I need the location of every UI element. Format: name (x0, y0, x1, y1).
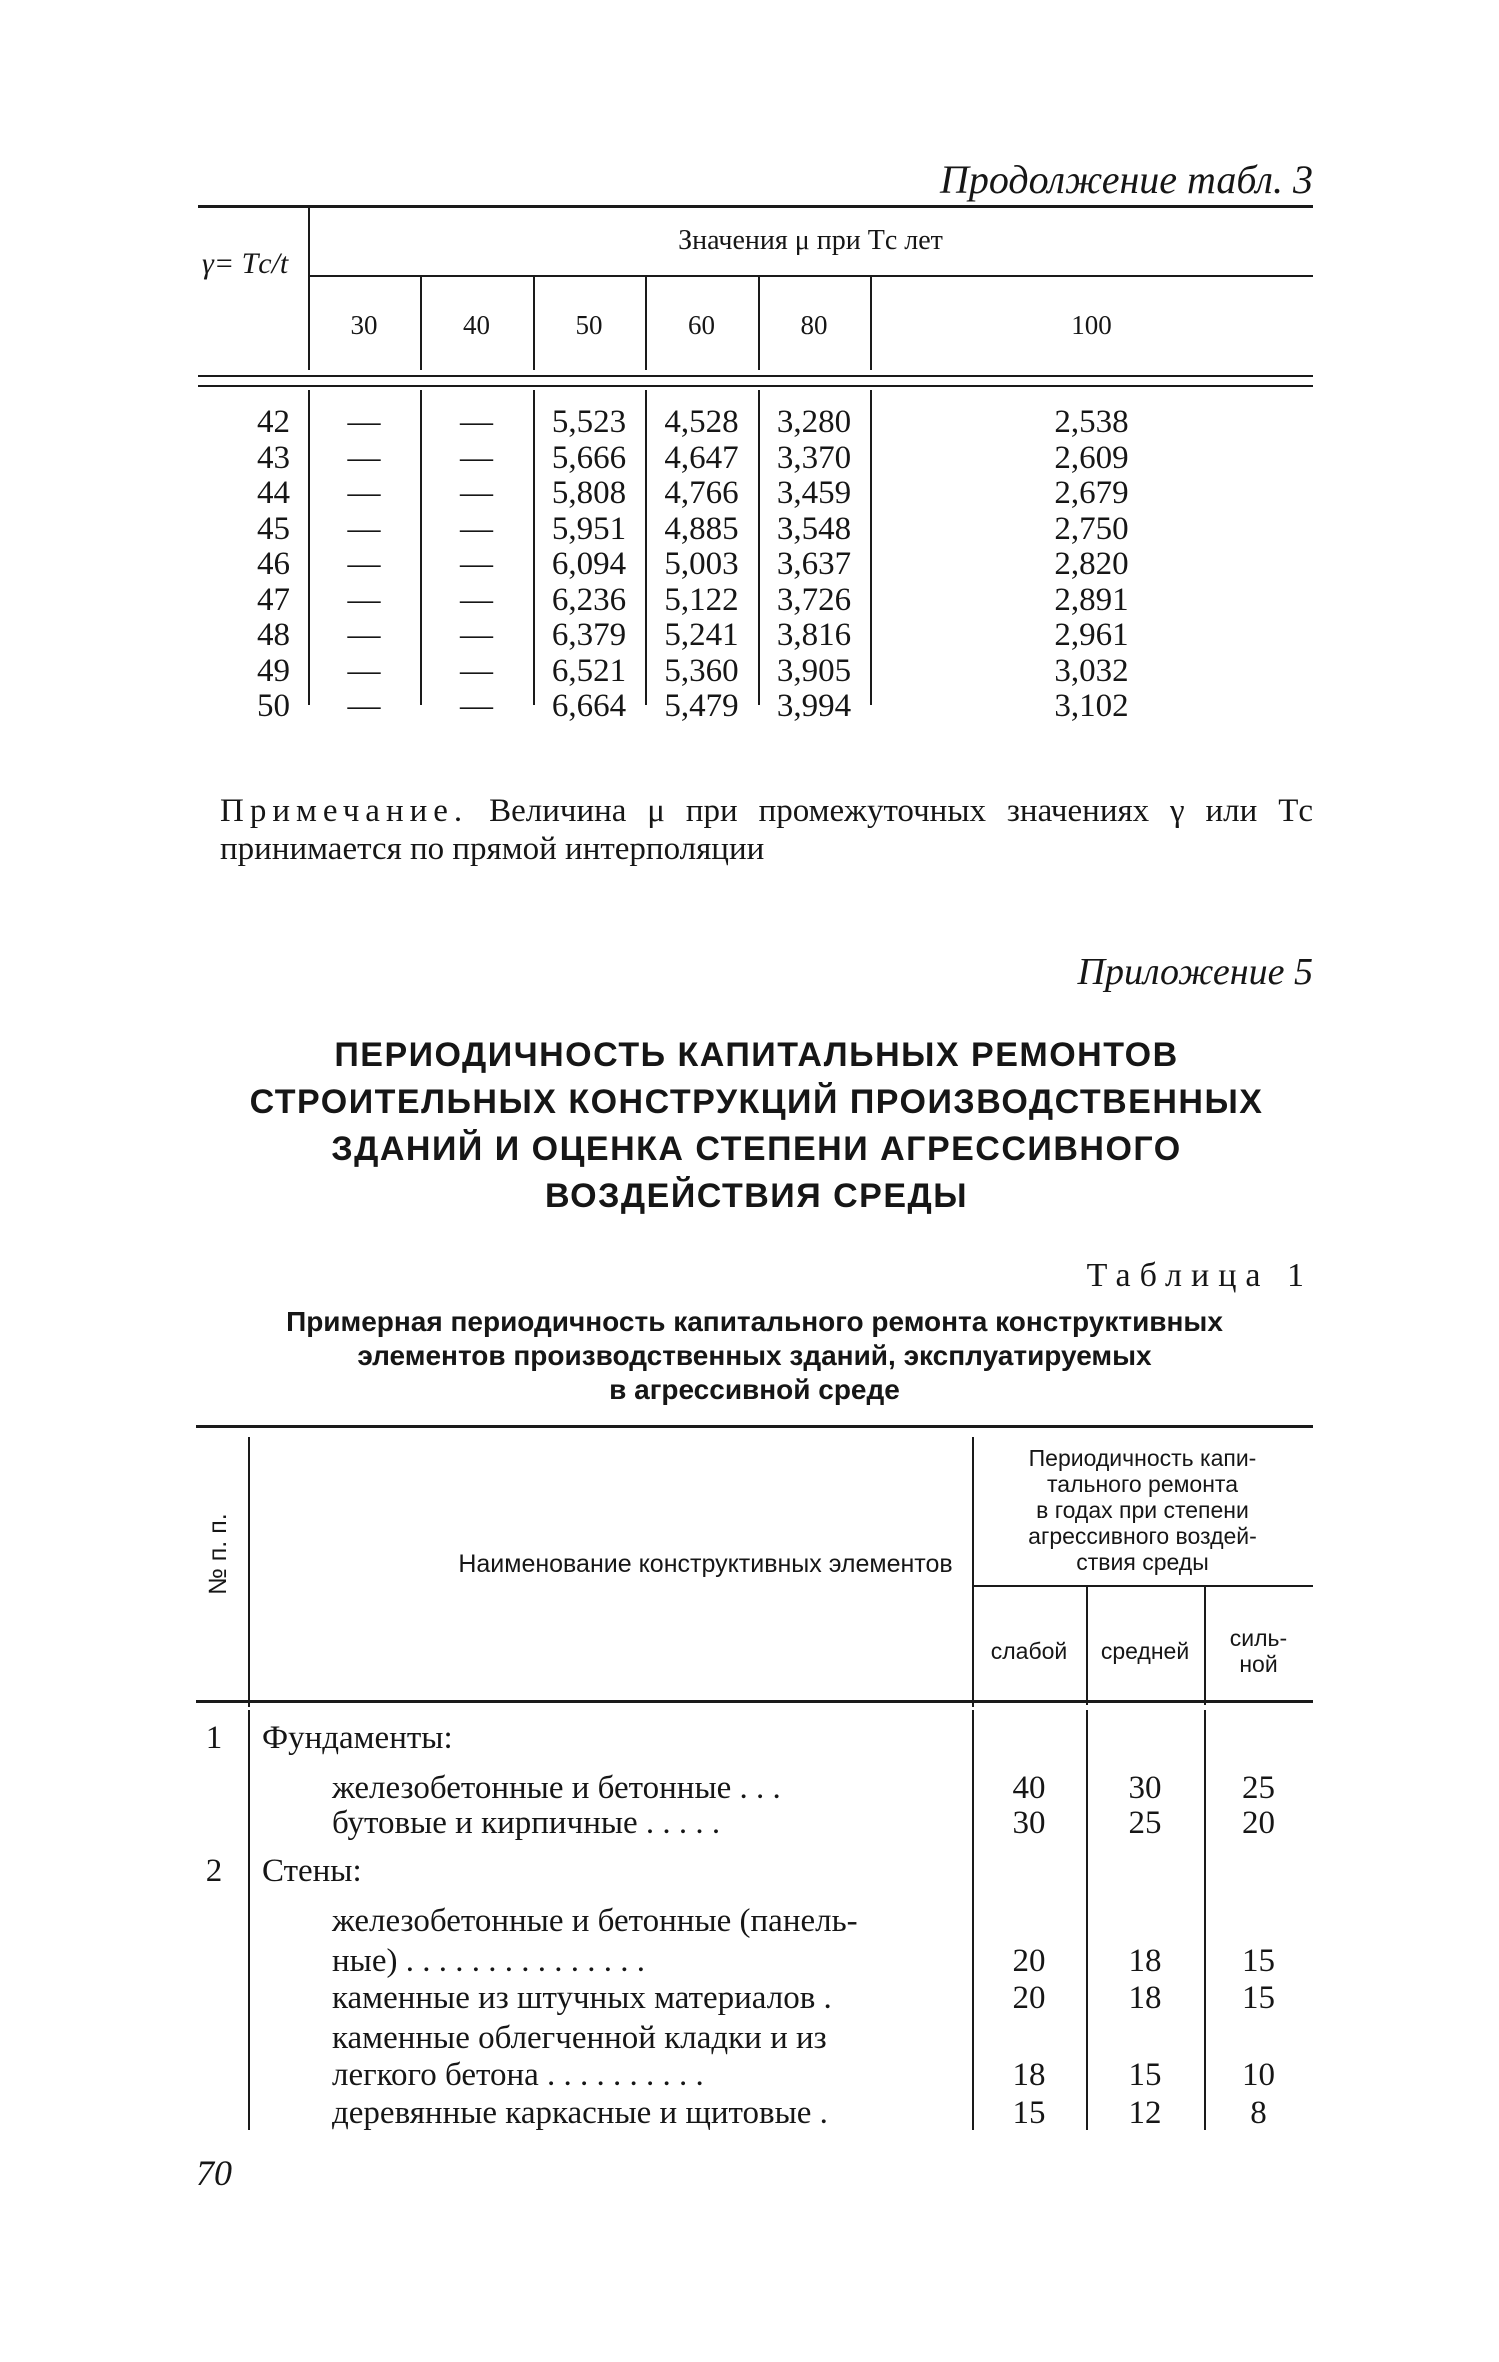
value-column (308, 405, 420, 725)
value-cell: 3,370 (776, 439, 852, 476)
element-name: деревянные каркасные и щитовые . (332, 2095, 828, 2131)
value-cell: 3,905 (776, 652, 852, 689)
title-line: ВОЗДЕЙСТВИЯ СРЕДЫ (544, 1177, 969, 1215)
value-cell: 3,637 (776, 546, 852, 582)
column-header: 40 (463, 310, 490, 340)
value-cell: 3,548 (776, 510, 852, 547)
gamma-cell: 44 (257, 475, 290, 511)
header-period-line: ствия среды (1076, 1549, 1209, 1575)
value-cell: 3,032 (1054, 652, 1129, 689)
value-cell: — (460, 439, 493, 476)
period-value: 25 (1242, 1770, 1275, 1806)
gamma-cell: 48 (257, 617, 290, 653)
period-value: 25 (1128, 1805, 1162, 1841)
value-cell: 2,820 (1054, 546, 1129, 582)
value-column (420, 405, 533, 725)
value-cell: 4,766 (664, 475, 739, 511)
table-row (196, 1943, 1313, 1979)
header-strong-line: ной (1239, 1651, 1278, 1677)
header-element-name: Наименование конструктивных элементов (458, 1550, 953, 1578)
value-cell: 6,094 (551, 546, 627, 582)
value-column (758, 405, 870, 725)
appendix-label: Приложение 5 (1077, 951, 1313, 993)
table-row (196, 1903, 1313, 1939)
column-header: 60 (688, 310, 715, 340)
header-strong-line: силь- (1229, 1625, 1288, 1651)
header-medium: средней (1100, 1638, 1190, 1664)
value-cell: — (460, 688, 493, 724)
value-cell: — (460, 510, 493, 547)
element-name: Стены: (262, 1853, 362, 1889)
table-row (196, 2095, 1313, 2131)
period-value: 15 (1242, 1943, 1275, 1979)
element-name: каменные из штучных материалов . (332, 1980, 832, 2016)
value-cell: 6,664 (551, 688, 627, 724)
value-cell: 5,523 (551, 404, 627, 440)
value-cell: — (347, 510, 381, 547)
period-value: 20 (1012, 1980, 1046, 2016)
row-number: 2 (205, 1853, 223, 1889)
value-cell: — (460, 404, 493, 440)
value-cell: 2,609 (1054, 439, 1129, 476)
value-cell: 5,360 (664, 652, 739, 689)
table-row (196, 1770, 1313, 1806)
period-value: 30 (1012, 1805, 1046, 1841)
value-column (870, 405, 1313, 725)
period-value: 18 (1128, 1980, 1162, 2016)
value-cell: 3,726 (776, 581, 852, 618)
period-value: 15 (1128, 2057, 1162, 2093)
appendix-title (200, 1032, 1313, 1220)
value-cell: — (347, 581, 381, 618)
gamma-cell: 45 (257, 510, 290, 547)
value-cell: — (347, 404, 381, 440)
element-name: железобетонные и бетонные (панель- (332, 1903, 858, 1939)
value-cell: 5,808 (551, 475, 627, 511)
header-period (972, 1445, 1313, 1575)
gamma-cell: 43 (257, 439, 290, 476)
table-row (196, 1853, 1313, 1889)
period-value: 40 (1012, 1770, 1046, 1806)
row-number: 1 (205, 1720, 223, 1756)
element-name: легкого бетона . . . . . . . . . . (332, 2057, 704, 2093)
value-cell: 6,521 (551, 652, 627, 689)
value-cell: 4,885 (664, 510, 739, 547)
value-cell: — (347, 475, 381, 511)
table-row (196, 1980, 1313, 2016)
value-column (533, 405, 645, 725)
element-name: Фундаменты: (262, 1720, 453, 1756)
value-cell: 5,951 (551, 510, 627, 547)
note-text: Величина μ при промежуточных значениях γ или Tс принимается по прямой интерполяции (220, 793, 1313, 867)
header-number: № п. п. (204, 1513, 232, 1595)
period-value: 18 (1012, 2057, 1046, 2093)
table-row (196, 1720, 1313, 1756)
value-cell: — (347, 652, 381, 689)
gamma-column (198, 405, 308, 725)
table1-title-line: в агрессивной среде (609, 1374, 900, 1405)
table-row (196, 2057, 1313, 2093)
value-cell: — (460, 475, 493, 511)
value-cell: 5,479 (664, 688, 739, 724)
value-cell: 2,750 (1054, 510, 1129, 547)
period-value: 20 (1012, 1943, 1046, 1979)
table-note (220, 792, 1313, 868)
period-value: 10 (1242, 2057, 1275, 2093)
mu-values-header: Значения μ при Tс лет (678, 225, 943, 256)
value-cell: 6,236 (551, 581, 627, 618)
period-value: 20 (1242, 1805, 1275, 1841)
column-header: 80 (800, 310, 828, 340)
element-name: ные) . . . . . . . . . . . . . . . (332, 1943, 645, 1979)
element-name: железобетонные и бетонные . . . (332, 1770, 781, 1806)
period-value: 15 (1242, 1980, 1275, 2016)
period-value: 12 (1128, 2095, 1162, 2131)
value-cell: 2,679 (1054, 475, 1129, 511)
column-header: 30 (350, 310, 378, 340)
column-header: 100 (1071, 310, 1112, 340)
element-name: бутовые и кирпичные . . . . . (332, 1805, 721, 1841)
element-name: каменные облегченной кладки и из (332, 2020, 827, 2056)
value-column (645, 405, 758, 725)
value-cell: 4,528 (664, 404, 739, 440)
table-row (196, 2020, 1313, 2056)
table1-label: Таблица 1 (1086, 1257, 1313, 1294)
title-line: ПЕРИОДИЧНОСТЬ КАПИТАЛЬНЫХ РЕМОНТОВ (334, 1036, 1179, 1074)
header-period-line: в годах при степени (1036, 1497, 1249, 1523)
title-line: СТРОИТЕЛЬНЫХ КОНСТРУКЦИЙ ПРОИЗВОДСТВЕННЫХ (249, 1083, 1264, 1121)
value-cell: — (460, 652, 493, 689)
note-label: Примечание. (220, 793, 469, 829)
gamma-header: γ= Tс/t (202, 247, 289, 280)
value-cell: — (460, 581, 493, 618)
value-cell: 5,666 (551, 439, 627, 476)
value-cell: — (347, 546, 381, 582)
value-cell: — (347, 617, 381, 653)
value-cell: 5,003 (664, 546, 739, 582)
value-cell: 2,961 (1054, 617, 1129, 653)
header-strong (1204, 1625, 1313, 1677)
table1-title (196, 1305, 1313, 1407)
table-continuation-caption: Продолжение табл. 3 (939, 157, 1313, 202)
value-cell: 5,241 (664, 617, 739, 653)
value-cell: 4,647 (664, 439, 739, 476)
gamma-cell: 42 (257, 404, 290, 440)
value-cell: 6,379 (551, 617, 627, 653)
table-row (196, 1805, 1313, 1841)
value-cell: 3,994 (776, 688, 852, 724)
page-number: 70 (196, 2153, 232, 2193)
table1-title-line: элементов производственных зданий, эксплуатируемых (357, 1340, 1152, 1371)
value-cell: — (460, 617, 493, 653)
value-cell: 2,891 (1054, 581, 1129, 618)
table1 (196, 1425, 1313, 2130)
title-line: ЗДАНИЙ И ОЦЕНКА СТЕПЕНИ АГРЕССИВНОГО (331, 1130, 1182, 1168)
value-cell: 5,122 (664, 581, 739, 618)
value-cell: — (460, 546, 493, 582)
gamma-cell: 49 (257, 652, 290, 689)
header-period-line: Периодичность капи- (1028, 1445, 1257, 1471)
gamma-cell: 50 (257, 688, 290, 724)
value-cell: 2,538 (1054, 404, 1129, 440)
gamma-cell: 47 (257, 581, 290, 618)
table1-title-line: Примерная периодичность капитального ремонта конструктивных (286, 1306, 1223, 1337)
header-period-line: агрессивного воздей- (1028, 1523, 1257, 1549)
header-weak: слабой (990, 1638, 1068, 1664)
value-cell: 3,280 (776, 404, 852, 440)
period-value: 30 (1128, 1770, 1162, 1806)
header-period-line: тального ремонта (1047, 1471, 1238, 1497)
period-value: 15 (1012, 2095, 1046, 2131)
value-cell: 3,816 (776, 617, 852, 653)
gamma-cell: 46 (257, 546, 290, 582)
value-cell: — (347, 439, 381, 476)
period-value: 8 (1250, 2095, 1267, 2131)
column-header: 50 (575, 310, 603, 340)
value-cell: 3,459 (776, 475, 852, 511)
period-value: 18 (1128, 1943, 1162, 1979)
value-cell: 3,102 (1054, 688, 1129, 724)
value-cell: — (347, 688, 381, 724)
